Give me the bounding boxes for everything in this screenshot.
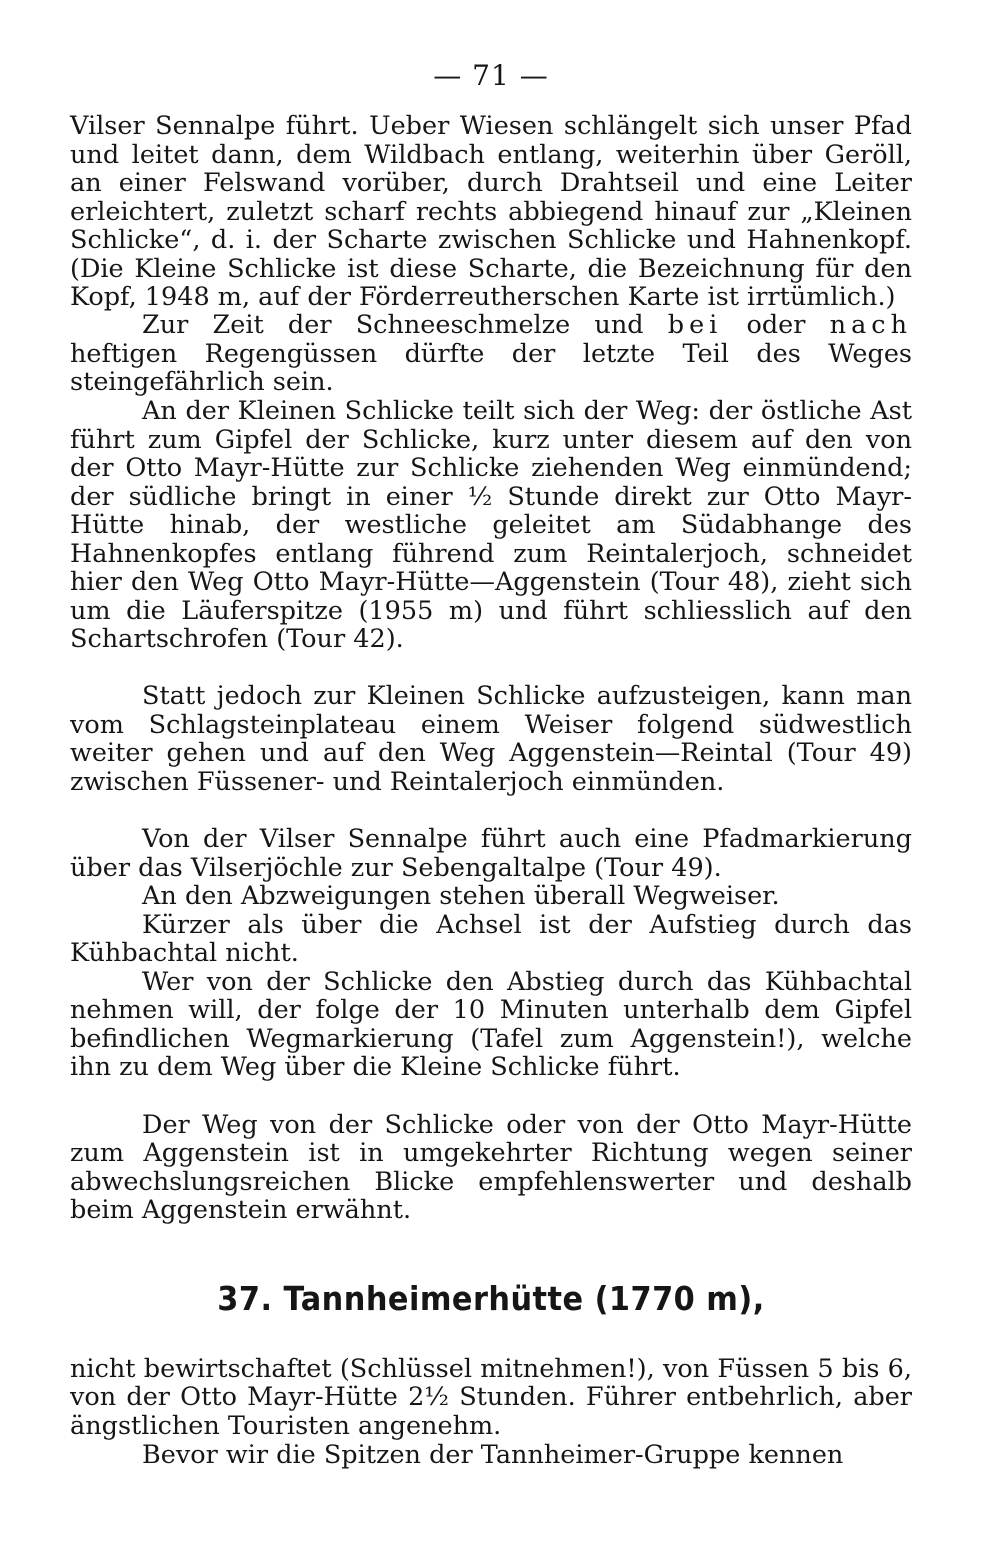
paragraph-6: An den Abzweigungen stehen überall Wegweiser. bbox=[142, 881, 780, 911]
paragraph-9: Der Weg von der Schlicke oder von der Otto Mayr-Hütte zum Aggenstein ist in umgekehrter Richtung wegen seiner abwechslungsreichen Blicke empfehlenswerter und deshalb beim Aggenstein erwähnt. bbox=[70, 1109, 912, 1225]
paragraph-4: Statt jedoch zur Kleinen Schlicke aufzusteigen, kann man vom Schlagsteinplateau einem Weiser folgend südwestlich weiter gehen und auf den Weg Aggenstein—Reintal (Tour 49) zwischen Füssener- und Reintalerjoch einmünden. bbox=[70, 681, 912, 797]
emphasis-nach: nach bbox=[829, 310, 912, 340]
paragraph-8: Wer von der Schlicke den Abstieg durch das Kühbachtal nehmen will, der folge der 10 Minuten unterhalb dem Gipfel befindlichen Wegmarkierung (Tafel zum Aggenstein!), welche ihn zu dem Weg über die Kleine Schlicke führt. bbox=[70, 966, 912, 1082]
paragraph-2-text-before: Zur Zeit der Schneeschmelze und bbox=[142, 310, 668, 340]
section-title: 37. Tannheimerhütte (1770 m), bbox=[217, 1278, 765, 1318]
paragraph-2-text-middle: oder bbox=[722, 310, 830, 340]
section-paragraph-1: nicht bewirtschaftet (Schlüssel mitnehmen!), von Füssen 5 bis 6, von der Otto Mayr-Hütte 2½ Stunden. Führer entbehrlich, aber ängstlichen Touristen angenehm. bbox=[70, 1353, 912, 1441]
paragraph-3: An der Kleinen Schlicke teilt sich der Weg: der östliche Ast führt zum Gipfel der Schlicke, kurz unter diesem auf den von der Otto Mayr-Hütte zur Schlicke ziehenden Weg einmündend; der südliche bringt in einer ½ Stunde direkt zur Otto Mayr-Hütte hinab, der westliche geleitet am Südabhange des Hahnenkopfes entlang führend zum Reintalerjoch, schneidet hier den Weg Otto Mayr-Hütte—Aggenstein (Tour 48), zieht sich um die Läuferspitze (1955 m) und führt schliesslich auf den Schartschrofen (Tour 42). bbox=[70, 396, 912, 654]
paragraph-7: Kürzer als über die Achsel ist der Aufstieg durch das Kühbachtal nicht. bbox=[70, 909, 912, 968]
book-page bbox=[70, 58, 912, 1469]
section-paragraph-2: Bevor wir die Spitzen der Tannheimer-Gruppe kennen bbox=[142, 1439, 844, 1470]
page-number: — 71 — bbox=[433, 59, 549, 92]
paragraph-2 bbox=[70, 311, 912, 397]
paragraph-1: Vilser Sennalpe führt. Ueber Wiesen schlängelt sich unser Pfad und leitet dann, dem Wildbach entlang, weiterhin über Geröll, an einer Felswand vorüber, durch Drahtseil und eine Leiter erleichtert, zuletzt scharf rechts abbiegend hinauf zur „Kleinen Schlicke“, d. i. der Scharte zwischen Schlicke und Hahnenkopf. (Die Kleine Schlicke ist diese Scharte, die Bezeichnung für den Kopf, 1948 m, auf der Förderreutherschen Karte ist irrtümlich.) bbox=[70, 111, 912, 312]
emphasis-bei: bei bbox=[667, 310, 723, 340]
paragraph-2-text-after: heftigen Regengüssen dürfte der letzte Teil des Weges steingefährlich sein. bbox=[70, 338, 912, 397]
paragraph-5: Von der Vilser Sennalpe führt auch eine Pfadmarkierung über das Vilserjöchle zur Sebengaltalpe (Tour 49). bbox=[70, 824, 912, 883]
